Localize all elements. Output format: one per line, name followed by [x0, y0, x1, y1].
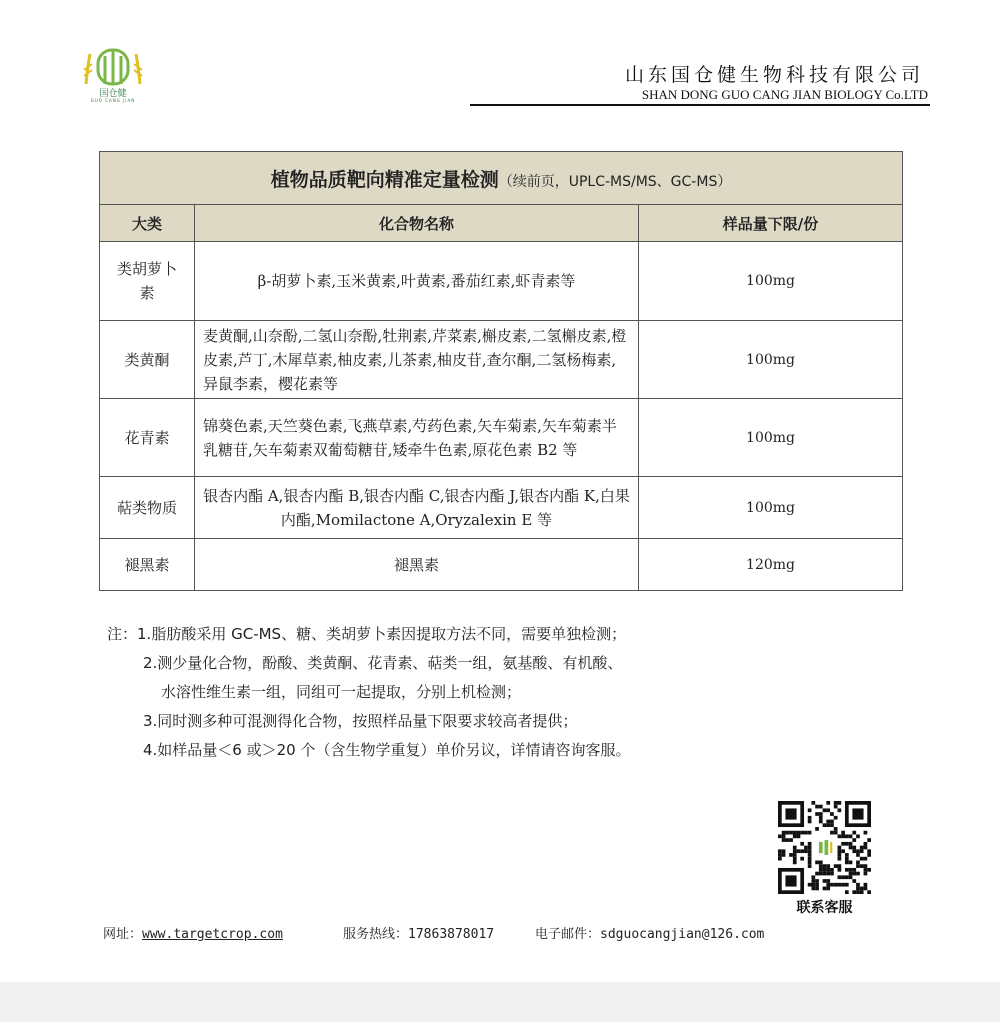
row-amount: 100mg: [639, 321, 903, 399]
hotline-number: 17863878017: [408, 927, 495, 942]
detection-table: [99, 151, 903, 591]
row-compounds: β-胡萝卜素,玉米黄素,叶黄素,番茄红素,虾青素等: [195, 242, 639, 321]
row-amount: 120mg: [639, 539, 903, 591]
row-category: 类黄酮: [100, 321, 195, 399]
table-title-sub: （续前页，UPLC-MS/MS、GC-MS）: [498, 173, 732, 190]
table-header-row: [100, 205, 903, 242]
table-title-main: 植物品质靶向精准定量检测: [270, 168, 499, 191]
bottom-band: [0, 982, 1000, 1022]
table-title: [100, 152, 903, 205]
row-compounds: 褪黑素: [195, 539, 639, 591]
note-4: 4.如样品量＜6 或＞20 个（含生物学重复）单价另议，详情请咨询客服。: [143, 741, 631, 759]
column-header-compounds: 化合物名称: [195, 205, 639, 242]
notes-section: [107, 620, 630, 765]
table-row: [100, 477, 903, 539]
table-row: [100, 539, 903, 591]
row-category: 类胡萝卜素: [100, 242, 195, 321]
row-category: 萜类物质: [100, 477, 195, 539]
qr-code-icon: [778, 801, 871, 894]
website-label: 网址：: [103, 927, 143, 942]
hotline-label: 服务热线：: [343, 927, 409, 942]
note-1: [107, 620, 630, 649]
column-header-amount: 样品量下限/份: [639, 205, 903, 242]
header-divider: [470, 104, 930, 106]
table-row: [100, 321, 903, 399]
row-category: 褪黑素: [100, 539, 195, 591]
row-compounds: 锦葵色素,天竺葵色素,飞燕草素,芍药色素,矢车菊素,矢车菊素半乳糖苷,矢车菊素双葡萄糖苷,矮牵牛色素,原花色素 B2 等: [195, 399, 639, 477]
column-header-category: 大类: [100, 205, 195, 242]
row-amount: 100mg: [639, 399, 903, 477]
company-name-cn: 山东国仓健生物科技有限公司: [624, 64, 924, 86]
table-row: [100, 242, 903, 321]
notes-prefix: 注：: [107, 625, 138, 643]
note-2: 2.测少量化合物，酚酸、类黄酮、花青素、萜类一组，氨基酸、有机酸、: [143, 654, 623, 672]
logo-text: 国仓健: [99, 89, 127, 99]
qr-caption: 联系客服: [796, 900, 853, 916]
email-address[interactable]: sdguocangjian@126.com: [600, 927, 765, 942]
row-category: 花青素: [100, 399, 195, 477]
row-amount: 100mg: [639, 477, 903, 539]
footer-hotline: [343, 923, 494, 942]
logo-subtext: GUO CANG JIAN: [90, 98, 136, 103]
footer-email: [535, 923, 764, 942]
table-title-row: [100, 152, 903, 205]
email-label: 电子邮件：: [535, 927, 601, 942]
note-2-continued: 水溶性维生素一组，同组可一起提取，分别上机检测；: [161, 683, 522, 701]
row-amount: 100mg: [639, 242, 903, 321]
row-compounds: 麦黄酮,山奈酚,二氢山奈酚,牡荆素,芹菜素,槲皮素,二氢槲皮素,橙皮素,芦丁,木犀草素,柚皮素,儿茶素,柚皮苷,查尔酮,二氢杨梅素,异鼠李素，樱花素等: [195, 321, 639, 399]
note-3: 3.同时测多种可混测得化合物，按照样品量下限要求较高者提供；: [143, 712, 578, 730]
footer-website: [103, 923, 283, 942]
row-compounds: 银杏内酯 A,银杏内酯 B,银杏内酯 C,银杏内酯 J,银杏内酯 K,白果内酯,Momilactone A,Oryzalexin E 等: [195, 477, 639, 539]
website-link[interactable]: www.targetcrop.com: [142, 927, 283, 942]
table-row: [100, 399, 903, 477]
note-1-text: 1.脂肪酸采用 GC-MS、糖、类胡萝卜素因提取方法不同，需要单独检测；: [137, 625, 627, 643]
company-name-en: SHAN DONG GUO CANG JIAN BIOLOGY Co.LTD: [641, 87, 928, 102]
